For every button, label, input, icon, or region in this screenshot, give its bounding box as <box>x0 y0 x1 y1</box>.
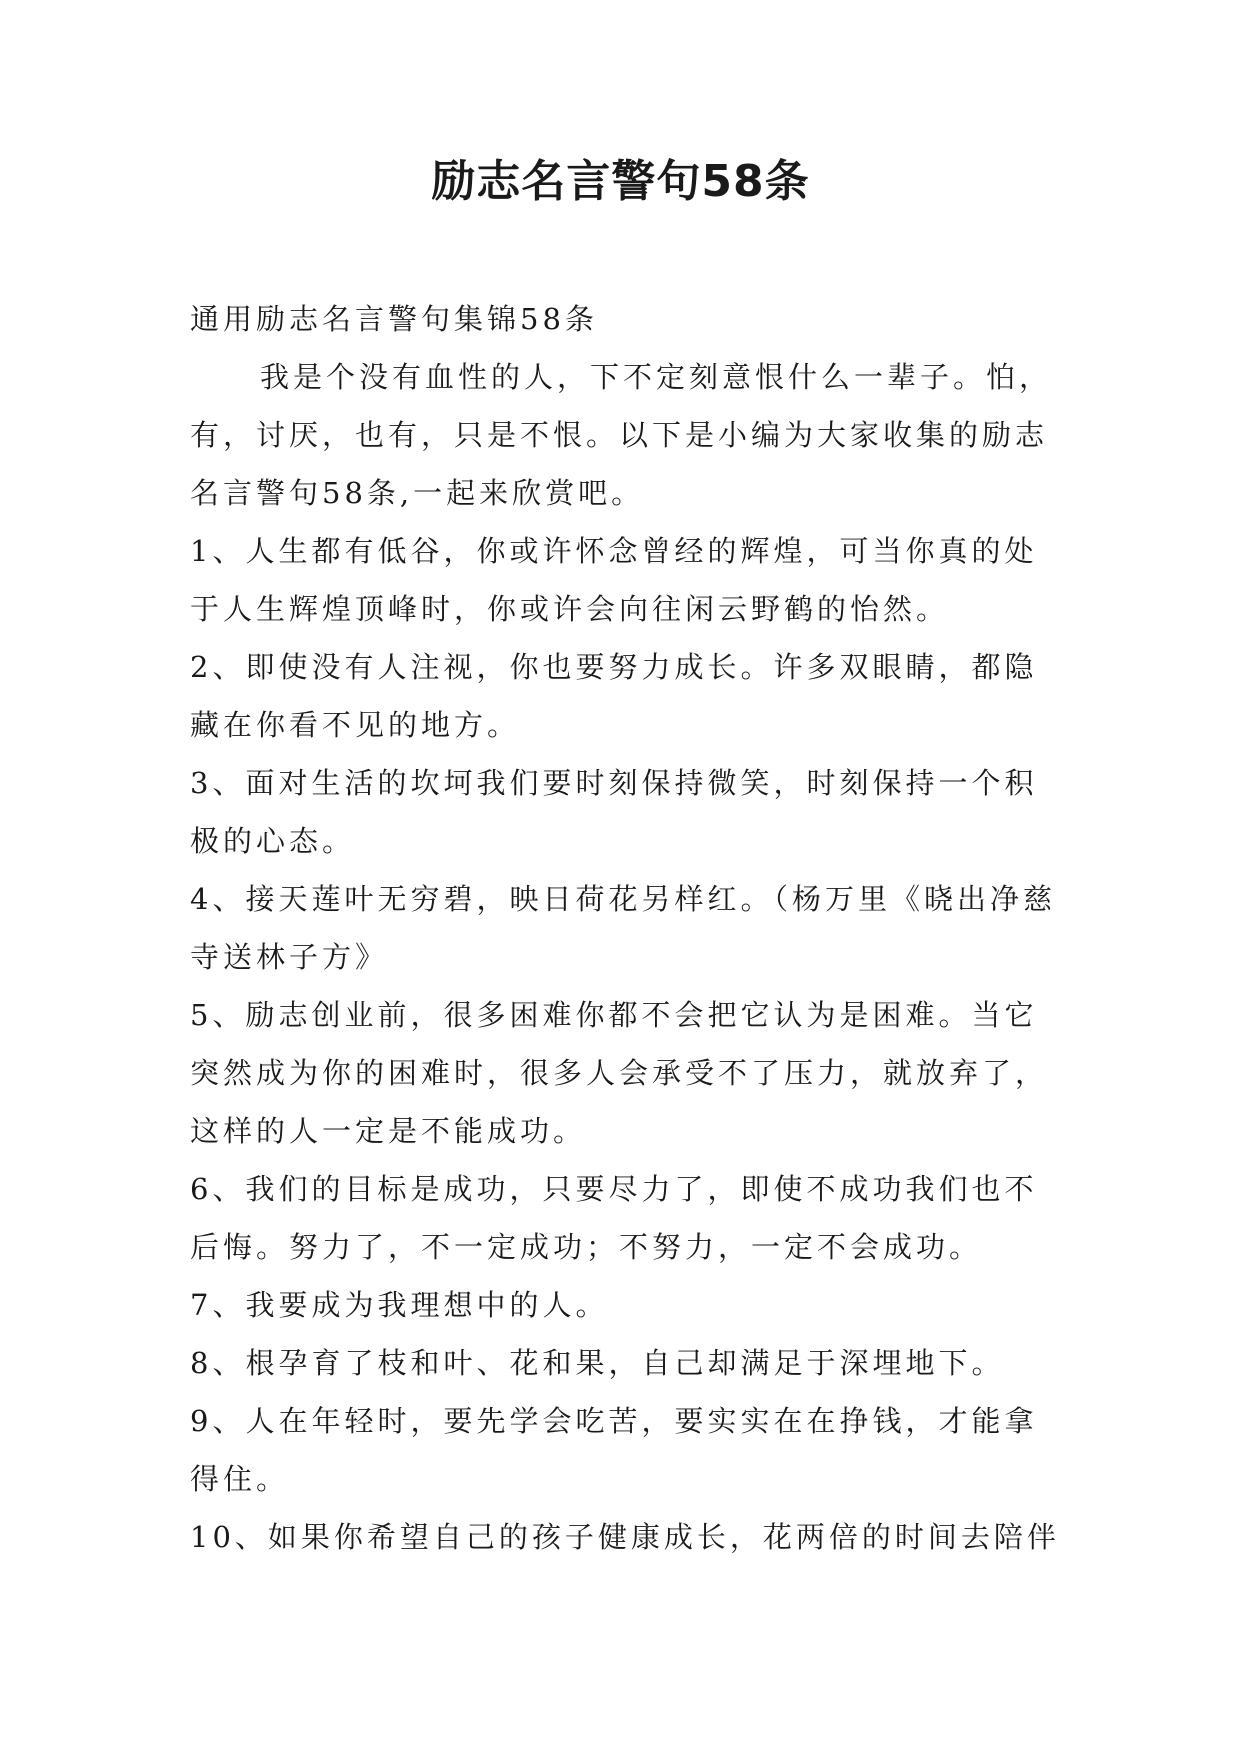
document-title: 励志名言警句58条 <box>431 156 810 207</box>
document-body <box>190 290 1060 1566</box>
quote-item-8: 8、根孕育了枝和叶、花和果，自己却满足于深埋地下。 <box>190 1346 1005 1380</box>
quote-item-3: 3、面对生活的坎坷我们要时刻保持微笑，时刻保持一个积极的心态。 <box>190 766 1038 858</box>
quote-item-2: 2、即使没有人注视，你也要努力成长。许多双眼睛，都隐藏在你看不见的地方。 <box>190 650 1038 742</box>
quote-item-5: 5、励志创业前，很多困难你都不会把它认为是困难。当它突然成为你的困难时，很多人会承受不了压力，就放弃了，这样的人一定是不能成功。 <box>190 998 1049 1148</box>
quote-item-7: 7、我要成为我理想中的人。 <box>190 1288 609 1322</box>
quote-item-4: 4、接天莲叶无穷碧，映日荷花另样红。（杨万里《晓出净慈寺送林子方》 <box>190 882 1056 974</box>
document-subtitle: 通用励志名言警句集锦58条 <box>190 302 598 336</box>
quote-item-1: 1、人生都有低谷，你或许怀念曾经的辉煌，可当你真的处于人生辉煌顶峰时，你或许会向往闲云野鹤的怡然。 <box>190 534 1038 626</box>
intro-paragraph: 我是个没有血性的人，下不定刻意恨什么一辈子。怕，有，讨厌，也有，只是不恨。以下是小编为大家收集的励志名言警句58条,一起来欣赏吧。 <box>190 360 1053 510</box>
quote-item-10: 10、如果你希望自己的孩子健康成长，花两倍的时间去陪伴 <box>190 1520 1060 1554</box>
quote-item-6: 6、我们的目标是成功，只要尽力了，即使不成功我们也不后悔。努力了，不一定成功；不努力，一定不会成功。 <box>190 1172 1038 1264</box>
quote-item-9: 9、人在年轻时，要先学会吃苦，要实实在在挣钱，才能拿得住。 <box>190 1404 1038 1496</box>
